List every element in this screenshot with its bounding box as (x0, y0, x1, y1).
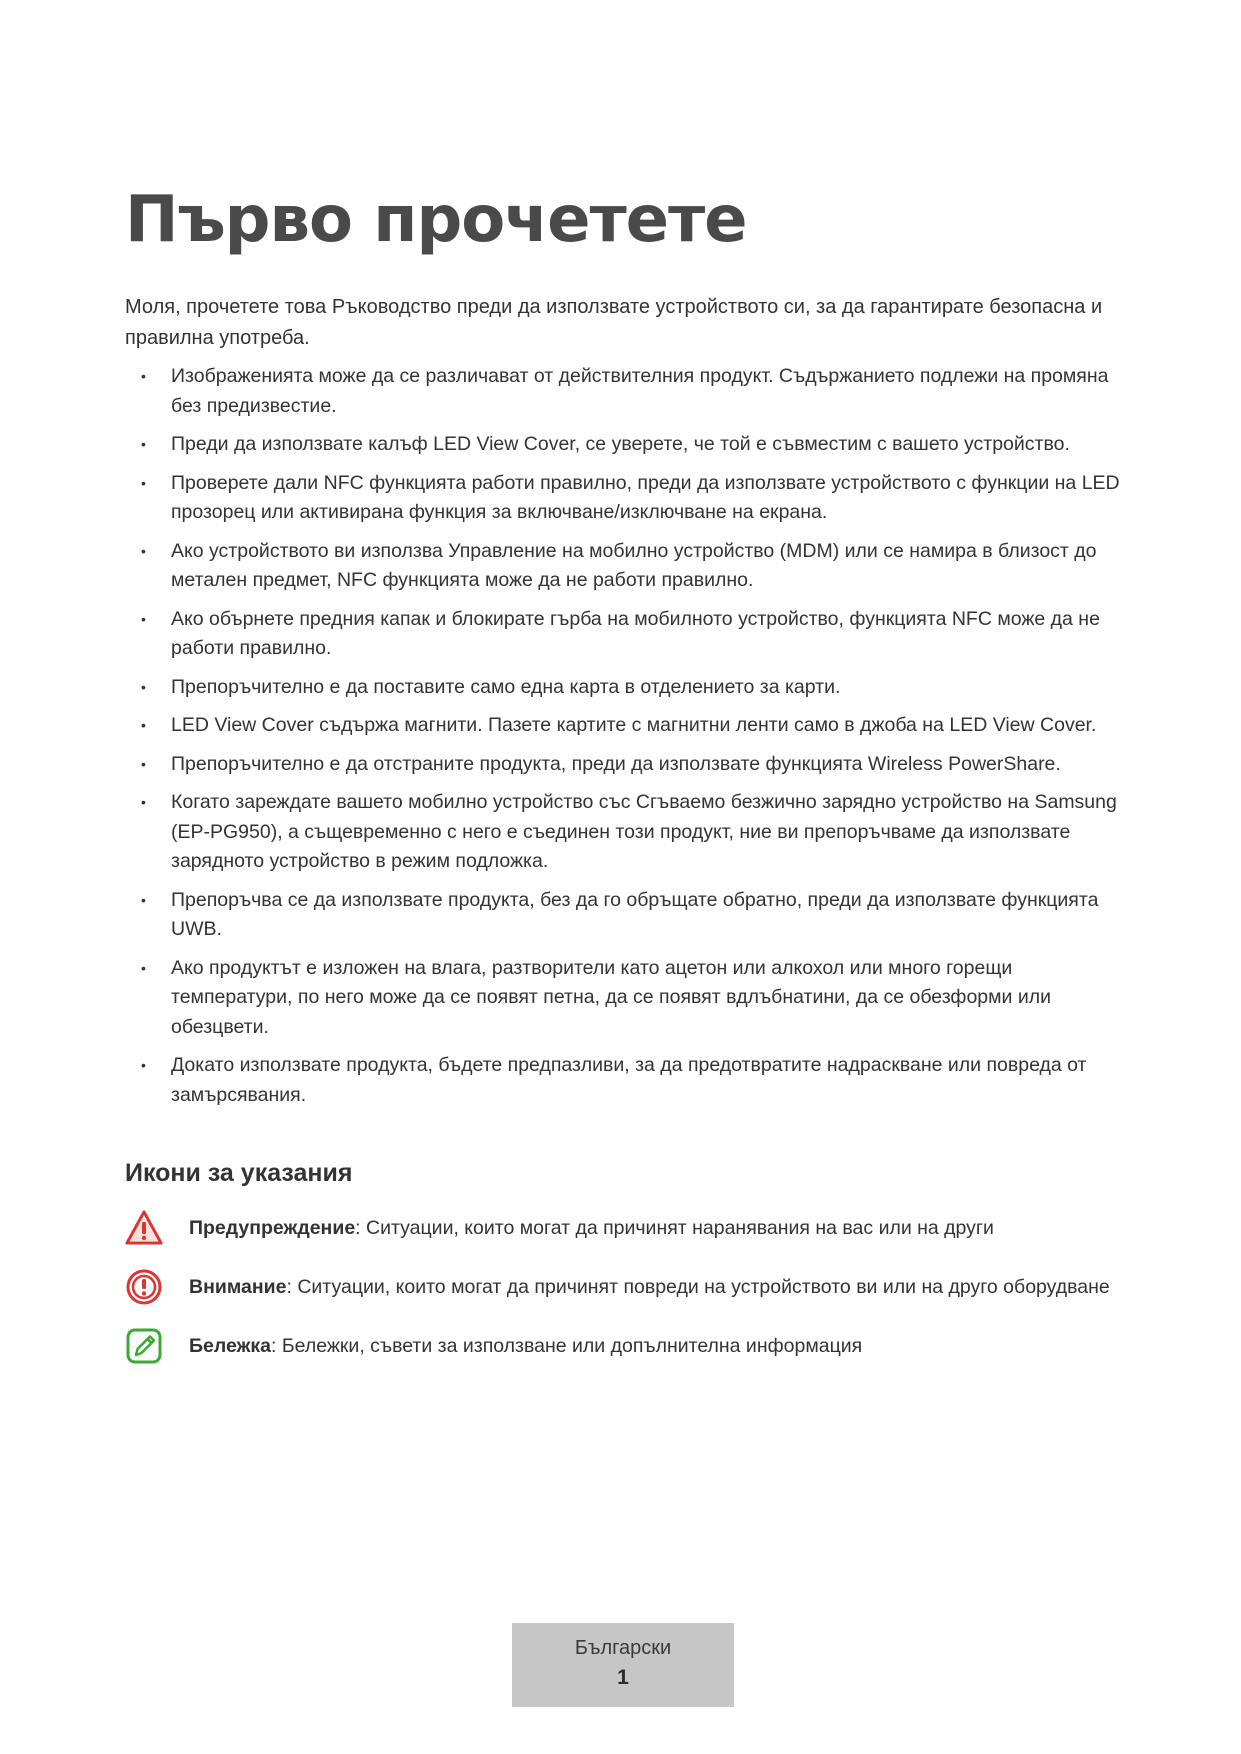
caution-icon (125, 1268, 163, 1306)
note-icon (125, 1327, 163, 1365)
warning-term: Предупреждение (189, 1216, 356, 1239)
icons-section-title: Икони за указания (125, 1159, 353, 1187)
list-item-text: Препоръчително е да отстраните продукта, преди да използвате функцията Wireless PowerShare. (171, 752, 1061, 775)
list-item-text: Ако обърнете предния капак и блокирате гърба на мобилното устройство, функцията NFC може да не работи правилно. (171, 607, 1100, 659)
warning-icon (125, 1209, 163, 1247)
intro-paragraph: Моля, прочетете това Ръководство преди да използвате устройството си, за да гарантирате безопасна и правилна употреба. (125, 296, 1103, 349)
list-item (125, 788, 1130, 877)
bullet-icon: • (141, 1057, 146, 1073)
list-item-text: Ако устройството ви използва Управление на мобилно устройство (MDM) или се намира в близост до метален предмет, NFC функцията може да не работи правилно. (171, 539, 1097, 591)
note-row (125, 1327, 1135, 1365)
footer-language: Български (574, 1637, 672, 1659)
bullet-icon: • (141, 891, 146, 908)
caution-term: Внимание (189, 1275, 287, 1298)
list-item (125, 430, 1130, 460)
bullet-icon: • (141, 610, 146, 627)
list-item (125, 1051, 1130, 1110)
list-item (125, 886, 1130, 945)
list-item-text: Изображенията може да се различават от действителния продукт. Съдържанието подлежи на промяна без предизвестие. (171, 365, 1109, 417)
list-item (125, 605, 1130, 664)
bullet-list (125, 362, 1130, 1119)
caution-row (125, 1268, 1135, 1306)
bullet-icon: • (141, 368, 146, 384)
list-item (125, 469, 1130, 528)
bullet-icon: • (141, 717, 146, 733)
list-item-text: Преди да използвате калъф LED View Cover, се уверете, че той е съвместим с вашето устройство. (171, 433, 1070, 455)
list-item-text: Препоръчително е да поставите само една карта в отделението за карти. (171, 675, 841, 698)
note-term: Бележка (189, 1334, 272, 1357)
list-item-text: Препоръчва се да използвате продукта, без да го обръщате обратно, преди да използвате функцията UWB. (171, 888, 1099, 940)
list-item-text: LED View Cover съдържа магнити. Пазете картите с магнитни ленти само в джоба на LED View Cover. (171, 714, 1097, 736)
warning-row (125, 1209, 1135, 1247)
list-item-text: Докато използвате продукта, бъдете предпазливи, за да предотвратите надраскване или повреда от замърсявания. (171, 1054, 1087, 1106)
bullet-icon: • (141, 474, 146, 491)
list-item-text: Проверете дали NFC функцията работи правилно, преди да използвате устройството с функции на LED прозорец или активирана функция за включване/изключване на екрана. (171, 471, 1120, 523)
note-text: : Бележки, съвети за използване или допълнителна информация (271, 1334, 863, 1357)
list-item (125, 537, 1130, 596)
warning-text: : Ситуации, които могат да причинят наранявания на вас или на други (355, 1216, 994, 1239)
bullet-icon: • (141, 794, 146, 810)
bullet-icon: • (141, 959, 146, 976)
page-title: Първо прочетете (125, 183, 747, 257)
list-item-text: Ако продуктът е изложен на влага, разтворители като ацетон или алкохол или много горещи температури, по него може да се появят петна, да се появят вдлъбнатини, да се обезформи или обезцвети. (171, 956, 1052, 1038)
bullet-icon: • (141, 678, 146, 695)
page-number: 1 (617, 1666, 629, 1689)
list-item (125, 711, 1130, 741)
caution-text: : Ситуации, които могат да причинят повреди на устройството ви или на друго оборудване (286, 1275, 1110, 1298)
bullet-icon: • (141, 542, 146, 559)
bullet-icon: • (141, 755, 146, 772)
list-item (125, 673, 1130, 703)
list-item (125, 362, 1130, 421)
bullet-icon: • (141, 436, 146, 452)
page-footer (512, 1623, 734, 1707)
list-item (125, 954, 1130, 1043)
list-item-text: Когато зареждате вашето мобилно устройство със Сгъваемо безжично зарядно устройство на Samsung (EP-PG950), а същевременно с него е съединен този продукт, ние ви препоръчваме да използвате зарядното устройство в режим подложка. (171, 791, 1117, 872)
list-item (125, 750, 1130, 780)
